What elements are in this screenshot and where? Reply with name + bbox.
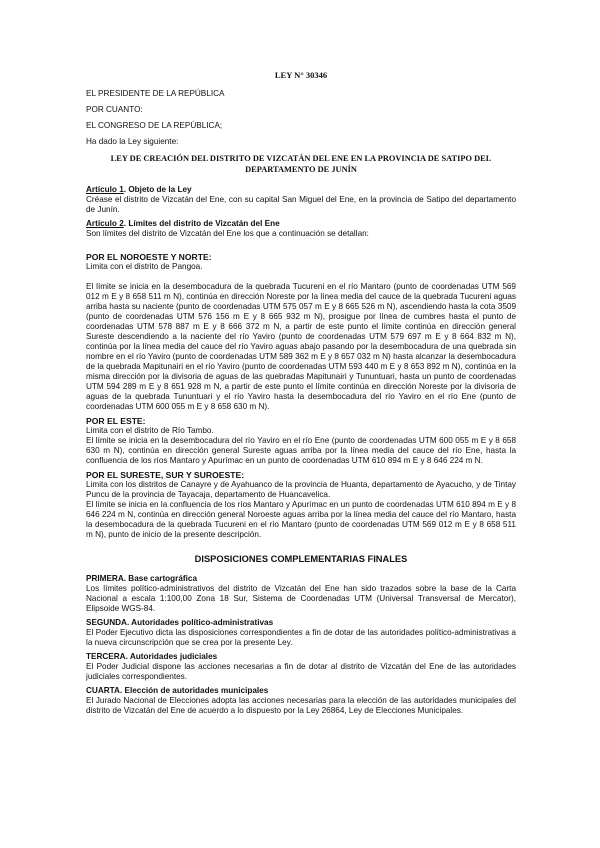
noroeste-body: El límite se inicia en la desembocadura de la quebrada Tucureni en el río Mantaro (punto de coordenadas UTM 569 012 m E y 8 658 511 m N), continúa en dirección Noreste por la línea media del cauce de la quebrada Tucureni aguas arriba hasta su naciente (punto de coordenadas UTM 575 057 m E y 8 665 526 m N), ascendiendo hasta la cota 3509 (punto de coordenadas UTM 576 156 m E y 8 665 932 m N), prosigue por línea de cumbres hasta el punto de coordenadas UTM 578 887 m E y 8 666 372 m N, a partir de este punto el límite continúa en dirección general Sureste descendiendo a la naciente del río Yaviro (punto de coordenadas UTM 579 697 m E y 8 664 832 m N), continúa por la línea media del cauce del río Yaviro aguas abajo pasando por la desembocadura de una quebrada sin nombre en el río Yaviro (punto de coordenadas UTM 589 362 m E y 8 657 032 m N) hasta alcanzar la desembocadura de la quebrada Mapitunairi en el río Yaviro (punto de coordenadas UTM 593 440 m E y 8 653 892 m N), continúa en la misma dirección por la divisoria de aguas de las quebradas Mapitunairi y Tununtuari, hasta un punto de coordenadas UTM 594 289 m E y 8 651 928 m N, a partir de este punto el límite continúa en dirección Noreste por la divisoria de aguas de la quebrada Tununtuari y el río Yaviro hasta la desembocadura del río Yaviro en el río Ene (punto de coordenadas UTM 600 055 m E y 8 658 630 m N). xyxy=(86,282,516,411)
preamble-president: EL PRESIDENTE DE LA REPÚBLICA xyxy=(86,89,225,98)
segunda-body: El Poder Ejecutivo dicta las disposiciones correspondientes a fin de dotar de las autoridades político-administrativas a la nueva circunscripción que se crea por la presente Ley. xyxy=(86,628,516,647)
primera-body: Los límites político-administrativos del distrito de Vizcatán del Ene han sido trazados sobre la base de la Carta Nacional a escala 1:100,00 Zona 18 Sur, Sistema de Coordenadas UTM (Universal Transversal de Mercator), Elipsoide WGS-84. xyxy=(86,584,516,613)
law-title: LEY N° 30346 xyxy=(274,70,328,80)
article-2-title: . Límites del distrito de Vizcatán del Ene xyxy=(123,219,280,228)
este-body: El límite se inicia en la desembocadura del río Yaviro en el río Ene (punto de coordenadas UTM 600 055 m E y 8 658 630 m N), continúa en dirección general Sureste aguas arriba por la línea media del cauce del río Ene, hasta la confluencia de los ríos Mantaro y Apurímac en un punto de coordenadas UTM 610 894 m E y 8 646 224 m N. xyxy=(86,436,516,465)
disposiciones-heading: DISPOSICIONES COMPLEMENTARIAS FINALES xyxy=(194,554,408,564)
primera-heading: PRIMERA. Base cartográfica xyxy=(86,574,198,583)
preamble-congreso: EL CONGRESO DE LA REPÚBLICA; xyxy=(86,121,223,130)
tercera-heading: TERCERA. Autoridades judiciales xyxy=(86,652,218,661)
cuarta-body: El Jurado Nacional de Elecciones adopta las acciones necesarias para la elección de las autoridades municipales del distrito de Vizcatán del Ene de acuerdo a lo dispuesto por la Ley 26864, Ley de Elecciones Municipales. xyxy=(86,696,516,715)
preamble-ha-dado: Ha dado la Ley siguiente: xyxy=(86,137,179,146)
article-1-number: Artículo 1 xyxy=(86,185,124,194)
article-1-title: . Objeto de la Ley xyxy=(123,185,192,194)
document-page xyxy=(86,70,516,720)
noroeste-heading: POR EL NOROESTE Y NORTE: xyxy=(86,252,212,262)
tercera-body: El Poder Judicial dispone las acciones necesarias a fin de dotar al distrito de Vizcatán del Ene de las autoridades judiciales correspondientes. xyxy=(86,662,516,681)
noroeste-intro: Limita con el distrito de Pangoa. xyxy=(86,262,203,271)
article-1-heading xyxy=(86,185,516,195)
segunda-heading: SEGUNDA. Autoridades político-administrativas xyxy=(86,618,274,627)
article-2-body: Son límites del distrito de Vizcatán del Ene los que a continuación se detallan: xyxy=(86,229,369,238)
sureste-heading: POR EL SURESTE, SUR Y SUROESTE: xyxy=(86,470,245,480)
sureste-body: El límite se inicia en la confluencia de los ríos Mantaro y Apurímac en un punto de coordenadas UTM 610 894 m E y 8 646 224 m N, continúa en dirección general Noroeste aguas arriba por la línea media del cauce del río Mantaro, hasta la desembocadura de la quebrada Tucureni en el río Mantaro (punto de coordenadas UTM 569 012 m E y 8 658 511 m N), punto de inicio de la presente descripción. xyxy=(86,500,516,539)
cuarta-heading: CUARTA. Elección de autoridades municipales xyxy=(86,686,269,695)
law-main-heading: LEY DE CREACIÓN DEL DISTRITO DE VIZCATÁN DEL ENE EN LA PROVINCIA DE SATIPO DEL DEPARTAMENTO DE JUNÍN xyxy=(110,154,492,174)
article-2-number: Artículo 2 xyxy=(86,219,124,228)
article-1-body: Créase el distrito de Vizcatán del Ene, con su capital San Miguel del Ene, en la provincia de Satipo del departamento de Junín. xyxy=(86,195,516,214)
preamble-por-cuanto: POR CUANTO: xyxy=(86,105,143,114)
este-intro: Limita con el distrito de Río Tambo. xyxy=(86,426,214,435)
sureste-intro: Limita con los distritos de Canayre y de Ayahuanco de la provincia de Huanta, departamento de Ayacucho, y de Tintay Puncu de la provincia de Tayacaja, departamento de Huancavelica. xyxy=(86,480,516,499)
article-2-heading xyxy=(86,219,516,229)
este-heading: POR EL ESTE: xyxy=(86,416,146,426)
